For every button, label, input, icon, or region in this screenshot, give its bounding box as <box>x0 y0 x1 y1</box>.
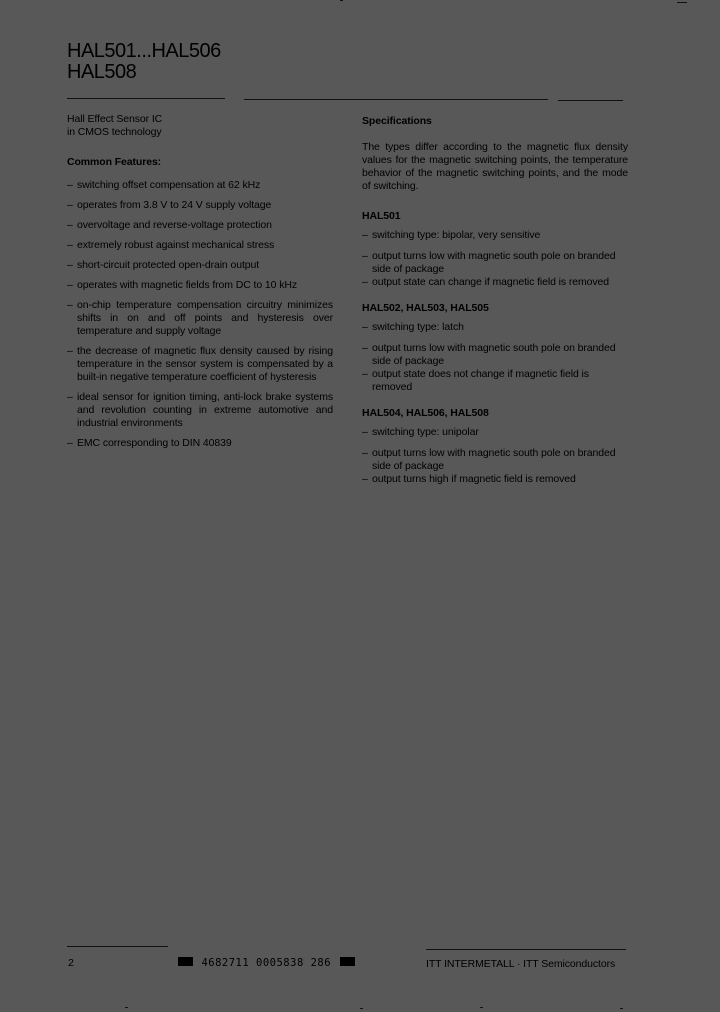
spec-item: – output state can change if magnetic field is removed <box>362 276 628 289</box>
spec-item: – switching type: bipolar, very sensitive <box>362 229 628 242</box>
left-column <box>67 113 333 457</box>
section-title-hal502-503-505: HAL502, HAL503, HAL505 <box>362 302 489 314</box>
features-heading: Common Features: <box>67 156 162 168</box>
specifications-heading: Specifications <box>362 115 432 127</box>
title-line-1: HAL501...HAL506 <box>67 40 221 62</box>
spec-item: – output turns low with magnetic south pole on branded side of package <box>362 447 628 473</box>
top-rule-middle <box>244 99 548 100</box>
feature-item: – operates with magnetic fields from DC to 10 kHz <box>67 279 333 292</box>
features-list <box>67 179 333 450</box>
spec-list-hal501 <box>362 229 628 289</box>
spec-list-hal504-506-508 <box>362 426 628 486</box>
barcode-text: 4682711 0005838 286 <box>201 957 332 969</box>
feature-item: – extremely robust against mechanical stress <box>67 239 333 252</box>
feature-item: – on-chip temperature compensation circuitry minimizes shifts in on and off points and hysteresis over temperature and supply voltage <box>67 299 333 338</box>
spec-item: – switching type: latch <box>362 321 628 334</box>
top-rule-left <box>67 98 225 99</box>
spec-list-hal502-503-505 <box>362 321 628 394</box>
spec-item: – switching type: unipolar <box>362 426 628 439</box>
feature-item: – overvoltage and reverse-voltage protection <box>67 219 333 232</box>
feature-item: – switching offset compensation at 62 kHz <box>67 179 333 192</box>
section-title-hal501: HAL501 <box>362 210 401 222</box>
spec-item: – output turns low with magnetic south pole on branded side of package <box>362 342 628 368</box>
footer-rule-left <box>67 946 168 947</box>
barcode-block-right <box>340 957 355 966</box>
spec-item: – output turns high if magnetic field is removed <box>362 473 628 486</box>
feature-item: – EMC corresponding to DIN 40839 <box>67 437 333 450</box>
technology-line: in CMOS technology <box>67 126 162 138</box>
company-name: ITT INTERMETALL · ITT Semiconductors <box>426 958 616 970</box>
scan-speck <box>125 1007 128 1008</box>
page-number: 2 <box>68 957 74 969</box>
right-column <box>362 115 628 486</box>
barcode-block-left <box>178 957 193 966</box>
section-title-hal504-506-508: HAL504, HAL506, HAL508 <box>362 407 489 419</box>
footer-rule-right <box>426 949 626 950</box>
title-line-2: HAL508 <box>67 61 137 83</box>
feature-item: – ideal sensor for ignition timing, anti-lock brake systems and revolution counting in extreme automotive and industrial environments <box>67 391 333 430</box>
scan-speck <box>480 1007 483 1008</box>
scan-speck <box>340 0 343 1</box>
spec-item: – output state does not change if magnetic field is removed <box>362 368 628 394</box>
document-title <box>67 41 221 83</box>
feature-item: – the decrease of magnetic flux density caused by rising temperature in the sensor system is compensated by a built-in negative temperature coefficient of hysteresis <box>67 345 333 384</box>
specifications-intro: The types differ according to the magnetic flux density values for the magnetic switching points, the temperature behavior of the magnetic switching points, and the mode of switching. <box>362 141 628 192</box>
barcode-strip <box>178 953 355 971</box>
feature-item: – operates from 3.8 V to 24 V supply voltage <box>67 199 333 212</box>
product-subtitle: Hall Effect Sensor IC <box>67 113 163 125</box>
scan-speck <box>620 1008 623 1009</box>
spec-item: – output turns low with magnetic south pole on branded side of package <box>362 250 628 276</box>
scan-speck <box>677 2 687 3</box>
top-rule-right <box>558 100 623 101</box>
feature-item: – short-circuit protected open-drain output <box>67 259 333 272</box>
scan-speck <box>360 1008 363 1009</box>
